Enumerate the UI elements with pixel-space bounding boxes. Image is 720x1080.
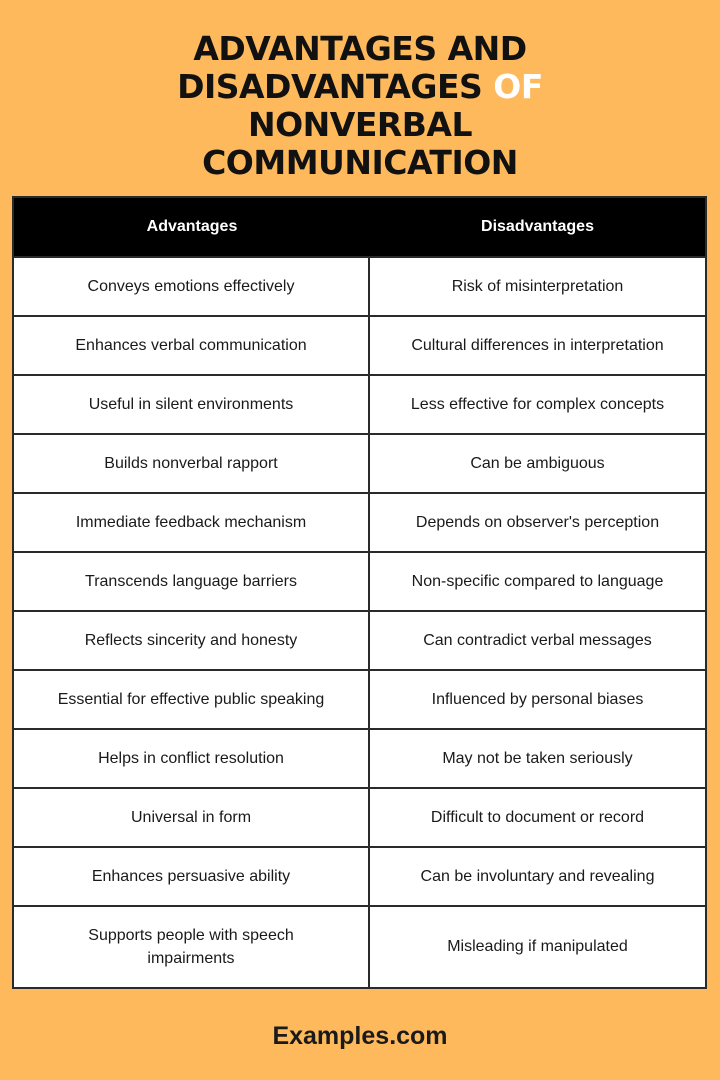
advantage-cell: Universal in form	[14, 789, 370, 846]
title-line-1: ADVANTAGES AND	[193, 29, 527, 68]
table-row	[14, 551, 705, 610]
title-accent-word: OF	[493, 67, 543, 106]
table-row	[14, 433, 705, 492]
disadvantage-cell: Misleading if manipulated	[447, 938, 628, 955]
table-row	[14, 787, 705, 846]
title-line-2-main: DISADVANTAGES	[177, 67, 483, 106]
title-line-3: NONVERBAL	[247, 105, 472, 144]
disadvantage-cell: Difficult to document or record	[430, 808, 645, 826]
title-line-4: COMMUNICATION	[202, 143, 518, 182]
table-row	[14, 610, 705, 669]
brand-footer: Examples.com	[272, 1022, 448, 1050]
title-line-2	[0, 68, 720, 106]
table-row	[14, 905, 705, 987]
advantage-cell: Useful in silent environments	[14, 376, 370, 433]
disadvantage-cell: Can be ambiguous	[470, 454, 605, 472]
advantage-cell: Enhances persuasive ability	[14, 848, 370, 905]
advantage-cell: Reflects sincerity and honesty	[14, 612, 370, 669]
advantage-cell: Helps in conflict resolution	[14, 730, 370, 787]
table-row	[14, 315, 705, 374]
advantage-cell: Supports people with speech impairments	[14, 907, 370, 987]
advantage-cell: Conveys emotions effectively	[14, 258, 370, 315]
table-row	[14, 374, 705, 433]
disadvantage-cell: Depends on observer's perception	[415, 513, 660, 531]
advantage-cell: Immediate feedback mechanism	[14, 494, 370, 551]
advantage-cell: Essential for effective public speaking	[14, 671, 370, 728]
disadvantage-cell: Non-specific compared to language	[411, 572, 664, 590]
header-disadvantages: Disadvantages	[481, 218, 594, 235]
table-row	[14, 846, 705, 905]
page-title	[0, 30, 720, 182]
disadvantage-cell: Can be involuntary and revealing	[420, 867, 655, 885]
disadvantage-cell: Influenced by personal biases	[431, 690, 644, 708]
table-row	[14, 728, 705, 787]
disadvantage-cell: Cultural differences in interpretation	[411, 336, 664, 354]
header-advantages: Advantages	[146, 218, 238, 235]
comparison-table	[12, 196, 707, 989]
disadvantage-cell: May not be taken seriously	[442, 749, 633, 767]
table-header-row	[14, 198, 705, 256]
disadvantage-cell: Less effective for complex concepts	[410, 395, 665, 413]
table-row	[14, 492, 705, 551]
disadvantage-cell: Risk of misinterpretation	[451, 277, 624, 295]
disadvantage-cell: Can contradict verbal messages	[423, 631, 652, 649]
advantage-cell: Transcends language barriers	[14, 553, 370, 610]
table-row	[14, 669, 705, 728]
advantage-cell: Enhances verbal communication	[14, 317, 370, 374]
table-row	[14, 256, 705, 315]
advantage-cell: Builds nonverbal rapport	[14, 435, 370, 492]
